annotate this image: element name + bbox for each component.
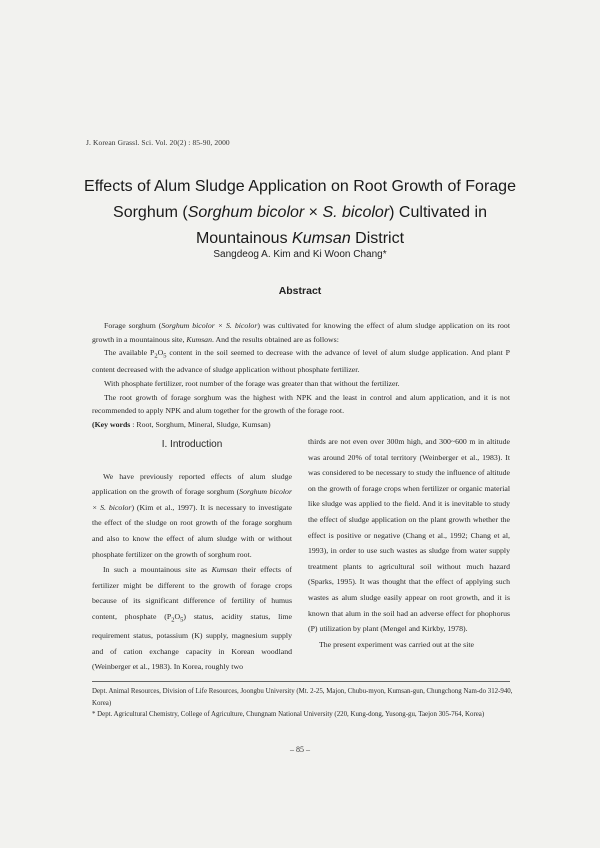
abstract-body [92,319,510,431]
footnotes [92,686,516,721]
footnote-affiliation: Dept. Animal Resources, Division of Life Resources, Joongbu University (Mt. 2-25, Majon, Chubu-myon, Kumsan-gun, Chungchong Nam-do 312-940, Korea) [92,688,513,707]
abstract-paragraph: With phosphate fertilizer, root number of the forage was greater than that without the fertilizer. [104,378,400,388]
body-paragraph: The present experiment was carried out at the site [319,639,475,649]
title-line-2: Sorghum (Sorghum bicolor × S. bicolor) Cultivated in [113,204,487,221]
abstract-heading: Abstract [278,285,322,297]
abstract-paragraph: The available $P_2O_5$ content in the soil seemed to decrease with the advance of level of alum sludge application. And plant P content decreased with the advance of sludge application without phosphate fertilizer. [92,348,510,375]
body-paragraph: In such a mountainous site as Kumsan their effects of fertilizer might be different to the growth of forage crops because of its significant difference of fertility of humus content, phosphate $(P_2O_5)$ status, acidity status, lime requirement status, potassium (K) supply, magnesium supply and of cation exchange capacity in Korean woodland (Weinberger et al., 1983). In Korea, roughly two [92,565,292,672]
right-column [308,434,510,652]
page-number: – 85 – [290,745,310,754]
journal-citation: J. Korean Grassl. Sci. Vol. 20(2) : 85-90, 2000 [86,138,230,147]
body-paragraph: We have previously reported effects of alum sludge application on the growth of forage sorghum (Sorghum bicolor × S. bicolor) (Kim et al., 1997). It is necessary to investigate the effect of the sludge on root growth of the forage sorghum and also to know the effect of alum sludge with or without phosphate fertilizer on the growth of sorghum root. [92,471,293,559]
footnote-divider [92,681,510,682]
paper-title [40,174,560,252]
body-paragraph: thirds are not even over 300m high, and 300~600 m in altitude was around 20% of total territory (Weinberger et al., 1983). It was considered to be necessary to study the influence of altitude on the growth of forage crops when fertilizer or organic material like sludge was applied to the field. And it is inevitable to study the effect of sludge application on the plant growth whether the effect is positive or negative (Chang et al., 1992; Chang et al, 1993), in order to use such wastes as sludge from water supply treatment plants to agricultural soil without much hazard (Sparks, 1995). It was thought that the effect of applying such wastes as alum sludge easily appear on root growth, and it is known that alum in the soil had an adverse effect for phophorus (P) utilization by plant (Mengel and Kirkby, 1978). [308,437,510,634]
key-words: (Key words : Root, Sorghum, Mineral, Sludge, Kumsan) [92,419,271,429]
authors: Sangdeog A. Kim and Ki Woon Chang* [213,249,387,260]
title-line-3: Mountainous Kumsan District [195,230,405,247]
abstract-paragraph: The root growth of forage sorghum was the highest with NPK and the least in control and alum application, and it is not recommended to apply NPK and alum together for the growth of the forage root. [92,392,510,416]
title-line-1: Effects of Alum Sludge Application on Root Growth of Forage [84,178,516,195]
section-heading: I. Introduction [161,439,223,450]
left-column [92,434,292,675]
abstract-paragraph: Forage sorghum (Sorghum bicolor × S. bicolor) was cultivated for knowing the effect of alum sludge application on its root growth in a mountainous site, Kumsan. And the results obtained are as follows: [92,321,510,344]
footnote-affiliation: * Dept. Agricultural Chemistry, College of Agriculture, Chungnam National University (220, Kung-dong, Yusong-gu, Taejon 305-764, Korea) [92,711,485,719]
